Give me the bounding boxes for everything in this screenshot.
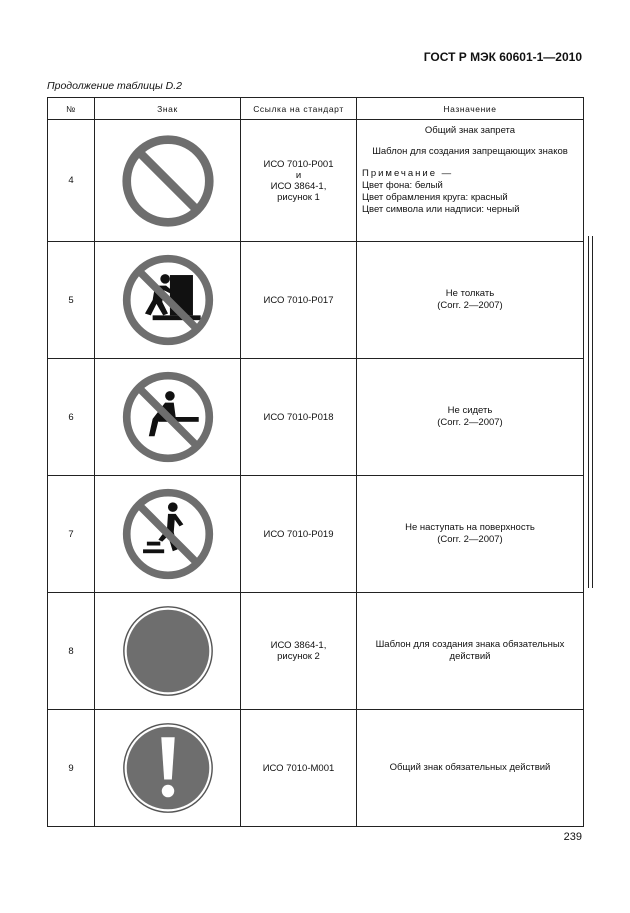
ref-line: ИСО 3864-1, xyxy=(270,180,327,192)
ref-line: и xyxy=(295,169,302,181)
table-row xyxy=(48,476,584,593)
sign-cell xyxy=(95,710,241,827)
ref-line: ИСО 7010-P018 xyxy=(263,411,334,423)
header-num: № xyxy=(48,98,95,120)
purpose-cell xyxy=(357,476,584,593)
document-id: ГОСТ Р МЭК 60601-1—2010 xyxy=(423,50,582,64)
sign-cell xyxy=(95,120,241,242)
ref-line: ИСО 7010-P001 xyxy=(263,158,334,170)
note-block xyxy=(357,168,583,216)
header-ref: Ссылка на стандарт xyxy=(241,98,357,120)
purpose-line: действий xyxy=(449,651,491,662)
mandatory-general-icon xyxy=(120,720,216,816)
row-number: 6 xyxy=(48,359,95,476)
purpose-cell xyxy=(357,359,584,476)
standard-ref xyxy=(241,120,357,242)
purpose-line: Не толкать xyxy=(445,288,495,299)
table-header-row xyxy=(48,98,584,120)
table-caption: Продолжение таблицы D.2 xyxy=(47,80,182,92)
row-number: 9 xyxy=(48,710,95,827)
mandatory-template-icon xyxy=(120,603,216,699)
sign-cell xyxy=(95,476,241,593)
note-label: Примечание — xyxy=(362,168,454,179)
purpose-line: (Corr. 2—2007) xyxy=(437,300,503,311)
purpose-cell xyxy=(357,242,584,359)
purpose-cell xyxy=(357,710,584,827)
header-sign: Знак xyxy=(95,98,241,120)
standard-ref xyxy=(241,359,357,476)
header-purpose: Назначение xyxy=(357,98,584,120)
purpose-line: (Corr. 2—2007) xyxy=(437,417,503,428)
standard-ref xyxy=(241,593,357,710)
revision-bar xyxy=(588,236,593,588)
standard-ref xyxy=(241,476,357,593)
note-line: Цвет символа или надписи: черный xyxy=(362,204,520,215)
row-number: 7 xyxy=(48,476,95,593)
table-row xyxy=(48,120,584,242)
sign-cell xyxy=(95,242,241,359)
purpose-template: Шаблон для создания запрещающих знаков xyxy=(372,146,568,157)
no-stepping-on-surface-icon xyxy=(120,486,216,582)
note-line: Цвет обрамления круга: красный xyxy=(362,192,508,203)
ref-line: ИСО 7010-P019 xyxy=(263,528,334,540)
sign-cell xyxy=(95,359,241,476)
purpose-line: Общий знак обязательных действий xyxy=(389,762,551,773)
no-pushing-icon xyxy=(120,252,216,348)
signs-table xyxy=(47,97,584,827)
purpose-line: Не наступать на поверхность xyxy=(405,522,535,533)
purpose-cell xyxy=(357,120,584,242)
purpose-line: Не сидеть xyxy=(447,405,493,416)
table-row xyxy=(48,242,584,359)
purpose-cell xyxy=(357,593,584,710)
standard-ref xyxy=(241,710,357,827)
prohibition-general-icon xyxy=(120,133,216,229)
row-number: 4 xyxy=(48,120,95,242)
ref-line: рисунок 2 xyxy=(277,651,320,662)
purpose-title: Общий знак запрета xyxy=(424,125,516,136)
standard-ref xyxy=(241,242,357,359)
purpose-line: (Corr. 2—2007) xyxy=(437,534,503,545)
row-number: 5 xyxy=(48,242,95,359)
table-row xyxy=(48,359,584,476)
note-line: Цвет фона: белый xyxy=(362,180,443,191)
table-row xyxy=(48,593,584,710)
ref-line: рисунок 1 xyxy=(277,191,320,203)
no-sitting-icon xyxy=(120,369,216,465)
sign-cell xyxy=(95,593,241,710)
table-row xyxy=(48,710,584,827)
page-number: 239 xyxy=(563,831,582,843)
ref-line: ИСО 3864-1, xyxy=(270,640,327,651)
row-number: 8 xyxy=(48,593,95,710)
ref-line: ИСО 7010-M001 xyxy=(262,762,335,774)
purpose-line: Шаблон для создания знака обязательных xyxy=(375,639,565,650)
ref-line: ИСО 7010-P017 xyxy=(263,294,334,306)
